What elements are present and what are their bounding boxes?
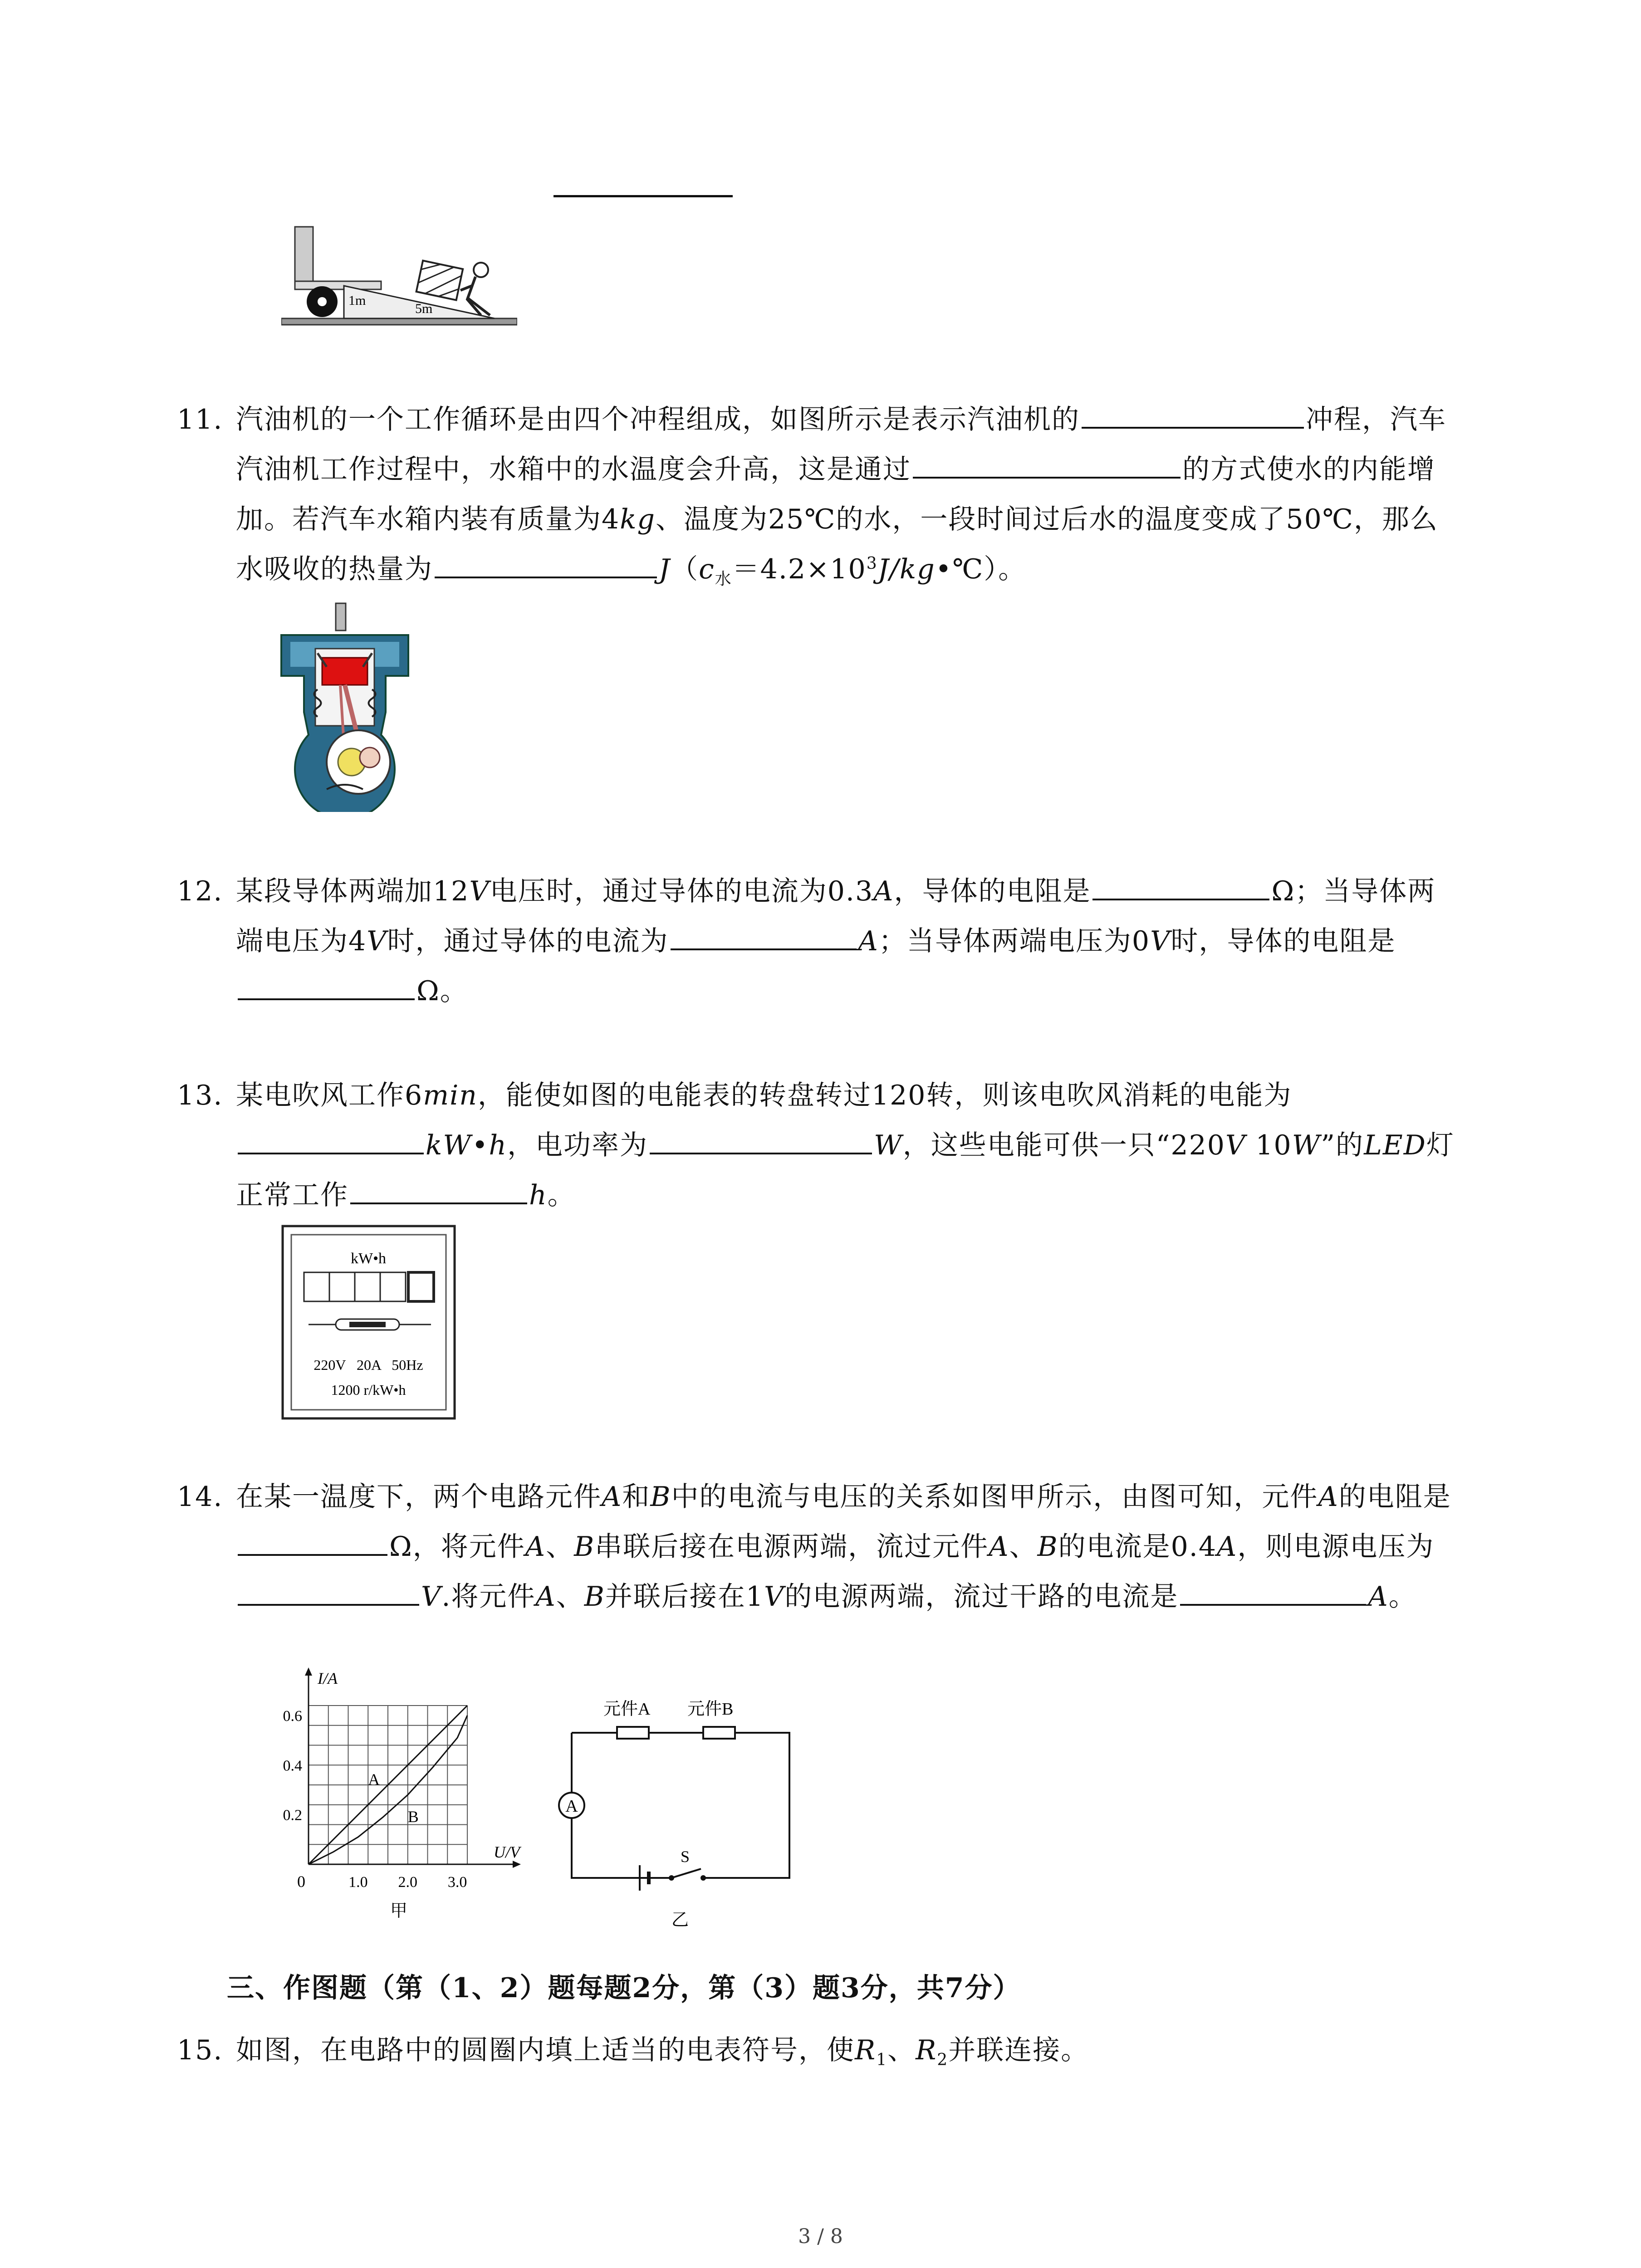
question-text: .将元件: [441, 1581, 536, 1613]
element-a-label: 元件A: [603, 1700, 651, 1719]
unit: kg: [620, 503, 656, 535]
question-text: •℃）。: [935, 553, 1027, 585]
switch-lever: [671, 1869, 701, 1878]
question-text: 并联后接在1: [605, 1581, 764, 1613]
question-text: 、温度为25℃的水，一段时间过后水的温度变成了50℃，那么水吸收的热量为: [236, 503, 1438, 585]
question-text: 时，导体的电阻是: [1171, 925, 1396, 957]
electric-meter-figure: [281, 1225, 456, 1420]
unit: V: [421, 1581, 442, 1613]
question-text: ，这些电能可供一只“220: [902, 1129, 1225, 1161]
unit: V: [764, 1581, 785, 1613]
ramp-length-label: 5m: [415, 301, 433, 316]
element-label: B: [574, 1531, 595, 1563]
question-text: 汽油机的一个工作循环是由四个冲程组成，如图所示是表示汽油机的: [236, 404, 1080, 435]
answer-blank[interactable]: [238, 1124, 424, 1154]
engine-figure: [272, 599, 417, 812]
answer-blank[interactable]: [238, 1575, 419, 1606]
unit: W: [874, 1129, 903, 1161]
element-a: [617, 1727, 649, 1739]
element-label: A: [525, 1531, 546, 1563]
question-number: 14.: [177, 1481, 223, 1513]
y-tick-label: 0.2: [283, 1807, 302, 1824]
question-text: 的电源两端，流过干路的电流是: [784, 1581, 1179, 1613]
question-text: 中的电流与电压的关系如图甲所示，由图可知，元件: [671, 1481, 1318, 1513]
answer-blank[interactable]: [1092, 870, 1269, 900]
question-14: [177, 1472, 1461, 1622]
answer-blank[interactable]: [350, 1173, 527, 1204]
unit: A: [1368, 1581, 1389, 1613]
answer-blank[interactable]: [913, 448, 1181, 479]
ramp-height-label: 1m: [348, 293, 366, 308]
question-text: 灯正常工作: [236, 1129, 1455, 1211]
element-label: A: [1318, 1481, 1339, 1513]
question-text: 冲程，汽车汽油机工作过程中，水箱中的水温度会升高，这是通过: [236, 404, 1446, 485]
resistor-symbol: R: [855, 2034, 877, 2066]
unit: LED: [1364, 1129, 1426, 1161]
x-tick-label: 3.0: [447, 1874, 467, 1891]
page-number: 3 / 8: [798, 2225, 843, 2248]
series-label-a: A: [368, 1770, 380, 1789]
question-15: [177, 2025, 1461, 2075]
question-text: 的方式使水的内能增加。若汽车水箱内装有质量为4: [236, 454, 1435, 535]
element-label: B: [650, 1481, 671, 1513]
ammeter-symbol: A: [565, 1797, 578, 1816]
subscript: 2: [937, 2051, 949, 2069]
unit: V: [469, 875, 490, 907]
question-text: 、: [546, 1531, 574, 1563]
unit: V: [1150, 925, 1171, 957]
question-13: [177, 1070, 1461, 1220]
element-label: B: [584, 1581, 605, 1613]
unit: A: [873, 875, 894, 907]
y-tick-label: 0.4: [283, 1757, 302, 1774]
y-axis-arrow: [305, 1667, 312, 1676]
question-text: 的电阻是: [1338, 1481, 1451, 1513]
switch-label: S: [681, 1848, 690, 1866]
unit: min: [423, 1080, 478, 1111]
question-text: Ω；当导体两端电压为4: [236, 875, 1436, 957]
question-text: 。: [1388, 1581, 1417, 1613]
question-text: ”的: [1321, 1129, 1364, 1161]
question-number: 15.: [177, 2034, 223, 2066]
question-text: 并联连接。: [948, 2034, 1089, 2066]
question-text: 、: [887, 2034, 916, 2066]
circuit-figure: [558, 1696, 812, 1932]
question-text: 电压时，通过导体的电流为0.3: [490, 875, 874, 907]
question-text: 在某一温度下，两个电路元件: [236, 1481, 602, 1513]
element-b-label: 元件B: [687, 1700, 734, 1719]
subscript: 水: [715, 570, 732, 588]
question-text: ，导体的电阻是: [894, 875, 1091, 907]
symbol: c: [699, 553, 715, 585]
meter-rate: 1200 r/kW•h: [331, 1382, 406, 1398]
section-heading: 三、作图题（第（1、2）题每题2分，第（3）题3分，共7分）: [227, 1972, 1021, 2004]
answer-blank[interactable]: [238, 1525, 387, 1556]
unit: W: [1292, 1129, 1321, 1161]
question-text: ，电功率为: [507, 1129, 648, 1161]
question-text: 10: [1246, 1129, 1292, 1161]
unit: V: [1225, 1129, 1246, 1161]
ramp-figure: [281, 218, 517, 331]
answer-blank[interactable]: [238, 969, 415, 1000]
question-text: ＝4.2×10: [732, 553, 867, 585]
question-text: Ω。: [416, 975, 468, 1007]
chart-caption: 甲: [390, 1901, 408, 1921]
x-axis-arrow: [513, 1861, 521, 1868]
question-11: [177, 395, 1461, 594]
question-text: 某电吹风工作6: [236, 1080, 423, 1111]
answer-blank-q10[interactable]: [554, 195, 733, 197]
unit: J: [659, 553, 671, 585]
y-tick-label: 0.6: [283, 1707, 302, 1725]
question-text: （: [671, 553, 699, 585]
answer-blank[interactable]: [435, 547, 657, 578]
question-text: ，能使如图的电能表的转盘转过120转，则该电吹风消耗的电能为: [477, 1080, 1292, 1111]
answer-blank[interactable]: [1082, 398, 1304, 429]
superscript: 3: [866, 554, 878, 573]
x-axis-label: U/V: [494, 1843, 520, 1861]
question-text: 、: [556, 1581, 584, 1613]
element-label: A: [989, 1531, 1009, 1563]
question-text: 串联后接在电源两端，流过元件: [595, 1531, 989, 1563]
element-label: A: [602, 1481, 622, 1513]
element-label: B: [1037, 1531, 1058, 1563]
question-text: 某段导体两端加12: [236, 875, 470, 907]
question-number: 11.: [177, 404, 223, 435]
question-12: [177, 866, 1461, 1016]
answer-blank[interactable]: [1180, 1575, 1366, 1606]
unit: J/kg: [877, 553, 936, 585]
unit: V: [367, 925, 387, 957]
question-text: 和: [622, 1481, 651, 1513]
question-text: 、: [1009, 1531, 1038, 1563]
question-text: ，则电源电压为: [1237, 1531, 1435, 1563]
y-axis-label: I/A: [318, 1669, 338, 1687]
question-text: Ω，将元件: [389, 1531, 525, 1563]
question-number: 12.: [177, 875, 223, 907]
question-text: 时，通过导体的电流为: [387, 925, 669, 957]
unit: h: [529, 1179, 548, 1211]
answer-blank[interactable]: [650, 1124, 872, 1154]
question-number: 13.: [177, 1080, 223, 1111]
meter-specs: 220V 20A 50Hz: [314, 1357, 423, 1373]
element-label: A: [535, 1581, 556, 1613]
series-label-b: B: [407, 1808, 419, 1826]
iv-chart: [272, 1665, 526, 1923]
question-text: ；当导体两端电压为0: [878, 925, 1151, 957]
element-b: [703, 1727, 735, 1739]
x-tick-label: 1.0: [348, 1874, 368, 1891]
question-text: 。: [547, 1179, 576, 1211]
circuit-caption: 乙: [671, 1911, 689, 1930]
x-tick-label: 2.0: [398, 1874, 417, 1891]
unit: A: [1217, 1531, 1238, 1563]
question-text: 的电流是0.4: [1058, 1531, 1217, 1563]
resistor-symbol: R: [916, 2034, 937, 2066]
meter-unit-label: kW•h: [351, 1250, 386, 1267]
origin-label: 0: [297, 1872, 305, 1891]
question-text: 如图，在电路中的圆圈内填上适当的电表符号，使: [236, 2034, 855, 2066]
unit: kW•h: [426, 1129, 508, 1161]
subscript: 1: [876, 2051, 888, 2069]
answer-blank[interactable]: [671, 919, 857, 950]
unit: A: [858, 925, 879, 957]
